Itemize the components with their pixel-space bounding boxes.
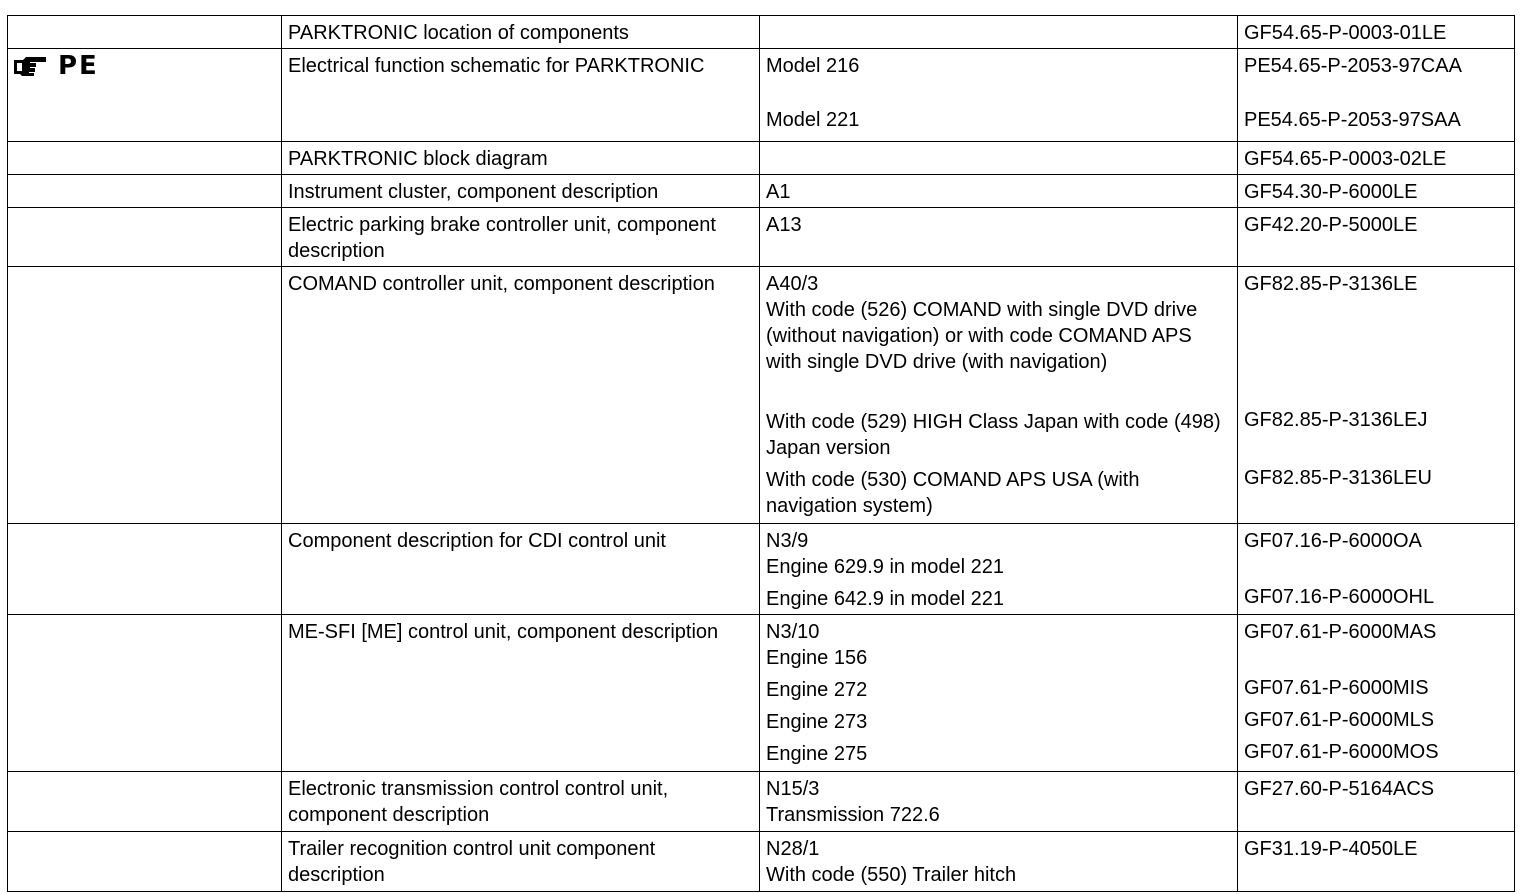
marker-cell: [8, 267, 282, 524]
detail-cell: [760, 142, 1238, 175]
document-link[interactable]: GF07.61-P-6000MLS: [1244, 709, 1435, 731]
code-cell: [1238, 267, 1515, 524]
detail-cell: [760, 16, 1238, 49]
document-link[interactable]: GF42.20-P-5000LE: [1244, 214, 1418, 236]
pointing-hand-icon: [12, 55, 50, 77]
code-cell: [1238, 142, 1515, 175]
title-cell: Electrical function schematic for PARKTRONIC: [282, 49, 760, 142]
document-link[interactable]: PE54.65-P-2053-97CAA: [1244, 55, 1462, 77]
marker-cell: [8, 208, 282, 267]
title-cell: Instrument cluster, component description: [282, 175, 760, 208]
marker-cell: [8, 615, 282, 772]
table-row: [8, 524, 1515, 615]
detail-cell: A40/3 With code (526) COMAND with single DVD drive (without navigation) or with code COMAND APS with single DVD drive (with navigation) With code (529) HIGH Class Japan with code (498) Japan version With code (530) COMAND APS USA (with navigation system): [760, 267, 1238, 524]
document-link[interactable]: GF07.61-P-6000MAS: [1244, 621, 1437, 643]
document-link[interactable]: GF54.30-P-6000LE: [1244, 181, 1418, 203]
detail-cell: A1: [760, 175, 1238, 208]
code-cell: [1238, 49, 1515, 142]
code-cell: [1238, 772, 1515, 832]
document-link[interactable]: GF07.16-P-6000OHL: [1244, 586, 1435, 608]
detail-cell: N3/10 Engine 156 Engine 272 Engine 273 Engine 275: [760, 615, 1238, 772]
title-cell: Electric parking brake controller unit, component description: [282, 208, 760, 267]
table-row: [8, 615, 1515, 772]
title-cell: Trailer recognition control unit component description: [282, 832, 760, 892]
detail-cell: N28/1 With code (550) Trailer hitch: [760, 832, 1238, 892]
title-cell: COMAND controller unit, component description: [282, 267, 760, 524]
table-row: [8, 142, 1515, 175]
detail-cell: N3/9 Engine 629.9 in model 221 Engine 642.9 in model 221: [760, 524, 1238, 615]
marker-cell: [8, 832, 282, 892]
marker-cell: [8, 142, 282, 175]
document-table: [7, 15, 1515, 892]
document-link[interactable]: GF07.61-P-6000MOS: [1244, 741, 1439, 763]
code-cell: [1238, 832, 1515, 892]
document-link[interactable]: GF82.85-P-3136LEJ: [1244, 409, 1428, 431]
table-row: [8, 208, 1515, 267]
detail-cell: N15/3 Transmission 722.6: [760, 772, 1238, 832]
table-row: [8, 175, 1515, 208]
detail-cell: A13: [760, 208, 1238, 267]
marker-cell: [8, 175, 282, 208]
table-row: [8, 16, 1515, 49]
document-link[interactable]: GF82.85-P-3136LE: [1244, 273, 1418, 295]
marker-cell: [8, 772, 282, 832]
document-link[interactable]: PE54.65-P-2053-97SAA: [1244, 109, 1461, 131]
title-cell: ME-SFI [ME] control unit, component description: [282, 615, 760, 772]
pe-marker: [8, 51, 281, 81]
title-cell: Component description for CDI control unit: [282, 524, 760, 615]
document-link[interactable]: GF07.61-P-6000MIS: [1244, 677, 1429, 699]
table-row: [8, 772, 1515, 832]
code-cell: [1238, 208, 1515, 267]
code-cell: [1238, 175, 1515, 208]
document-link[interactable]: GF54.65-P-0003-02LE: [1244, 148, 1447, 170]
detail-cell: Model 216 Model 221: [760, 49, 1238, 142]
document-link[interactable]: GF31.19-P-4050LE: [1244, 838, 1418, 860]
code-cell: [1238, 524, 1515, 615]
marker-cell: [8, 49, 282, 142]
document-link[interactable]: GF07.16-P-6000OA: [1244, 530, 1422, 552]
table-row: [8, 49, 1515, 142]
title-cell: Electronic transmission control control unit, component description: [282, 772, 760, 832]
table-row: [8, 832, 1515, 892]
title-cell: PARKTRONIC location of components: [282, 16, 760, 49]
code-cell: [1238, 16, 1515, 49]
title-cell: PARKTRONIC block diagram: [282, 142, 760, 175]
marker-cell: [8, 524, 282, 615]
marker-cell: [8, 16, 282, 49]
document-link[interactable]: GF27.60-P-5164ACS: [1244, 778, 1435, 800]
table-row: [8, 267, 1515, 524]
pe-label: PE: [58, 51, 99, 81]
code-cell: [1238, 615, 1515, 772]
document-link[interactable]: GF54.65-P-0003-01LE: [1244, 22, 1447, 44]
document-link[interactable]: GF82.85-P-3136LEU: [1244, 467, 1432, 489]
